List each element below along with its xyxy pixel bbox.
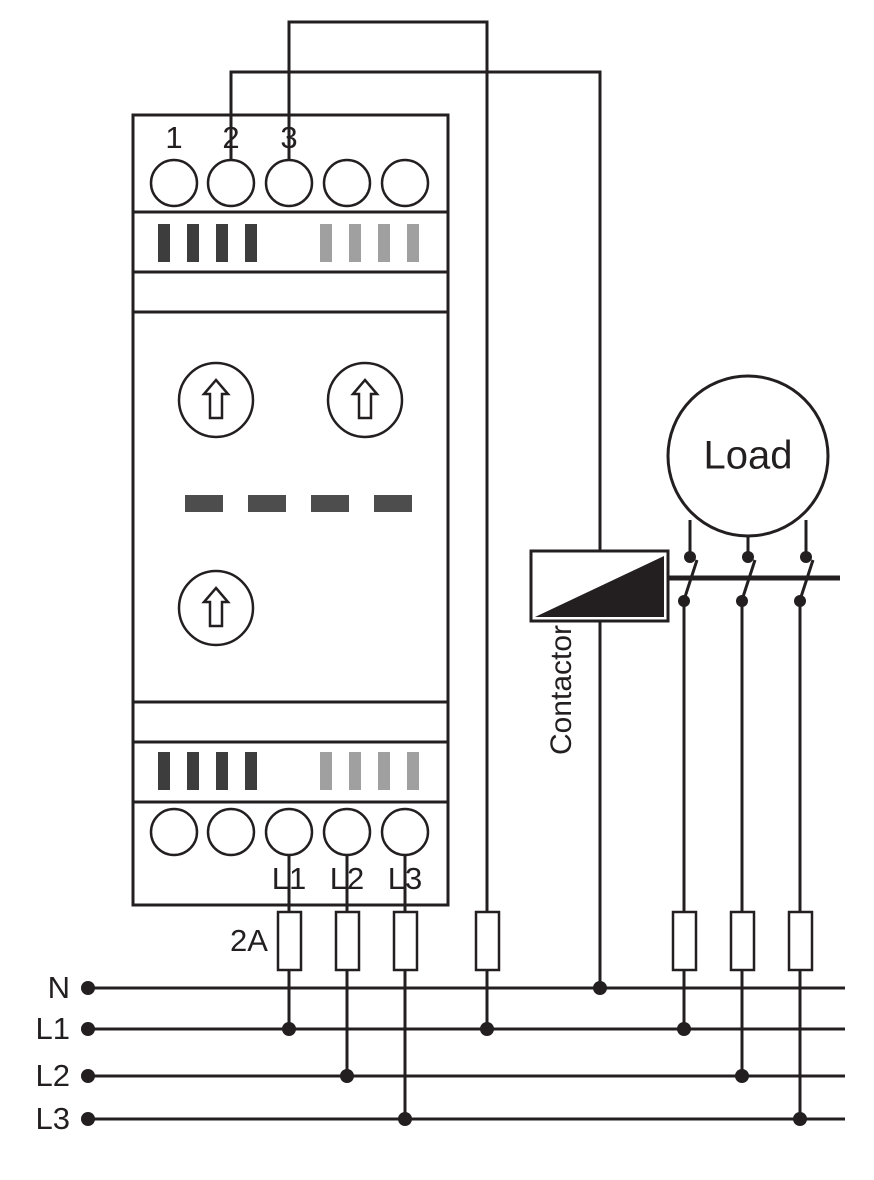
rail-label-L2: L2 xyxy=(35,1058,70,1094)
contact-node-upper-2 xyxy=(742,551,754,563)
power-rails xyxy=(36,970,845,1136)
bottom-terminal-2[interactable] xyxy=(208,809,254,855)
fuses xyxy=(230,912,812,970)
junction-L1-load xyxy=(677,1022,691,1036)
junction-L2-load xyxy=(735,1069,749,1083)
top-terminal-label-3: 3 xyxy=(280,120,298,156)
rail-start-node-L3 xyxy=(81,1112,95,1126)
top-terminal-3[interactable] xyxy=(266,160,312,206)
junction-N-contactor xyxy=(593,981,607,995)
top-terminal-label-1: 1 xyxy=(165,120,183,156)
rail-start-node-N xyxy=(81,981,95,995)
rail-label-L1: L1 xyxy=(35,1011,70,1047)
contactor-label: Contactor xyxy=(544,624,578,756)
bottom-terminal-L1[interactable] xyxy=(266,809,312,855)
bottom-terminal-L3[interactable] xyxy=(382,809,428,855)
top-terminal-4[interactable] xyxy=(324,160,370,206)
fuse-control xyxy=(476,912,499,970)
fuse-rating-label: 2A xyxy=(230,923,268,959)
rail-start-node-L1 xyxy=(81,1022,95,1036)
top-terminal-2[interactable] xyxy=(208,160,254,206)
fuse-L2 xyxy=(336,912,359,970)
fuse-load-1 xyxy=(673,912,696,970)
indicator-arrow-up-icon-3 xyxy=(179,571,253,645)
rail-label-L3: L3 xyxy=(35,1101,70,1137)
rail-label-N: N xyxy=(47,970,70,1006)
bottom-terminal-1[interactable] xyxy=(151,809,197,855)
junction-L1-control xyxy=(480,1022,494,1036)
contactor-contacts xyxy=(668,520,840,912)
fuse-rail-drops xyxy=(289,970,800,1119)
top-terminal-1[interactable] xyxy=(151,160,197,206)
relay-device xyxy=(133,115,448,905)
junction-L3-load xyxy=(793,1112,807,1126)
indicator-arrow-up-icon-1 xyxy=(179,363,253,437)
fuse-load-3 xyxy=(789,912,812,970)
junction-L3-device xyxy=(398,1112,412,1126)
bottom-terminal-label-L1: L1 xyxy=(271,861,307,897)
load xyxy=(668,376,828,536)
contact-node-upper-3 xyxy=(800,551,812,563)
rail-start-node-L2 xyxy=(81,1069,95,1083)
bottom-terminal-L2[interactable] xyxy=(324,809,370,855)
load-label: Load xyxy=(703,433,793,478)
fuse-load-2 xyxy=(731,912,754,970)
bottom-terminal-label-L3: L3 xyxy=(387,861,423,897)
fuse-L1 xyxy=(278,912,301,970)
junction-L2-device xyxy=(340,1069,354,1083)
junction-L1-device xyxy=(282,1022,296,1036)
contact-node-upper-1 xyxy=(684,551,696,563)
bottom-terminal-label-L2: L2 xyxy=(329,861,365,897)
top-terminal-5[interactable] xyxy=(382,160,428,206)
indicator-arrow-up-icon-2 xyxy=(328,363,402,437)
fuse-L3 xyxy=(394,912,417,970)
top-terminal-label-2: 2 xyxy=(222,120,240,156)
